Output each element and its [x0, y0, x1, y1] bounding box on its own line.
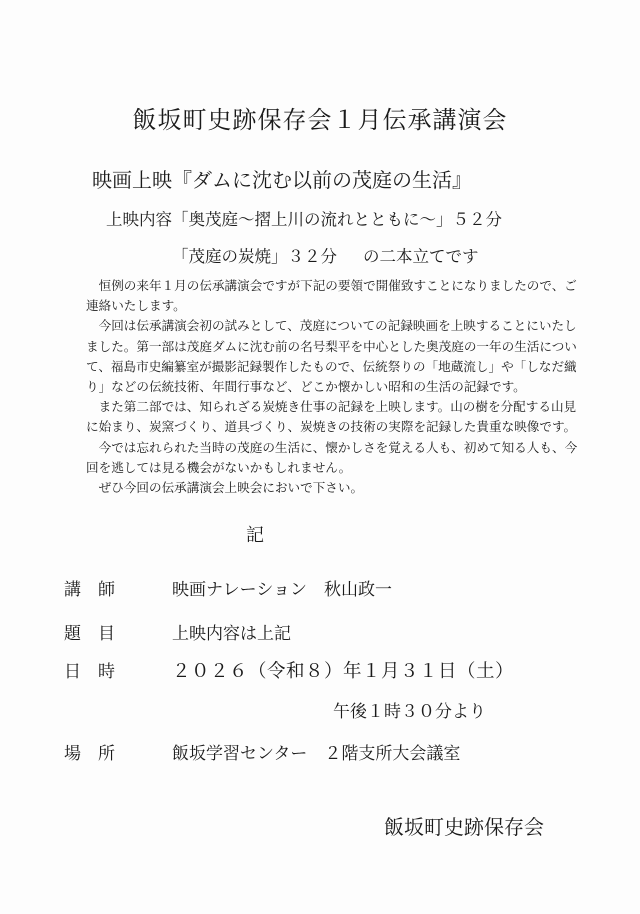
place-label: 場 所 [64, 744, 115, 764]
datetime-label: 日 時 [64, 662, 115, 682]
body-paragraph: 今回は伝承講演会初の試みとして、茂庭についての記録映画を上映することにいたしました。第一部は茂庭ダムに沈む前の名号梨平を中心とした奥茂庭の一年の生活について、福島市史編纂室が撮影記録製作したもので、伝統祭りの「地蔵流し」や「しなだ織り」などの伝統技術、年間行事など、どこか懐かしい昭和の生活の記録です。 [86, 318, 577, 395]
organizer-name: 飯坂町史跡保存会 [384, 815, 544, 839]
detail-row-topic [64, 619, 291, 644]
place-value: 飯坂学習センター ２階支所大会議室 [172, 744, 461, 764]
start-time: 午後１時３０分より [333, 702, 486, 722]
page-title: 飯坂町史跡保存会１月伝承講演会 [132, 106, 508, 134]
announcement-body [86, 276, 584, 498]
lecturer-label: 講 師 [64, 580, 115, 600]
topic-label: 題 目 [64, 624, 115, 644]
lecturer-value: 映画ナレーション 秋山政一 [172, 580, 392, 600]
notice-heading: 記 [246, 525, 264, 546]
body-paragraph: ぜひ今回の伝承講演会上映会においで下さい。 [98, 480, 364, 496]
screening-content-line: 上映内容「奥茂庭～摺上川の流れとともに～」５２分 [106, 210, 502, 229]
body-paragraph: 恒例の来年１月の伝承講演会ですが下記の要領で開催致すことになりましたので、ご連絡いたします。 [86, 278, 577, 314]
second-film-title: 「茂庭の炭焼」３２分 [172, 247, 337, 266]
screening-content-line-2 [172, 243, 479, 267]
body-paragraph: また第二部では、知られざる炭焼き仕事の記録を上映します。山の樹を分配する山見に始まり、炭窯づくり、道具づくり、炭焼きの技術の実際を記録した貴重な映像です。 [86, 399, 577, 435]
detail-row-place [64, 739, 461, 764]
datetime-value: ２０２６（令和８）年１月３１日（土） [172, 661, 515, 682]
detail-row-datetime [64, 657, 515, 682]
page-subtitle: 映画上映『ダムに沈む以前の茂庭の生活』 [92, 168, 472, 192]
detail-row-lecturer [64, 575, 392, 600]
body-paragraph: 今では忘れられた当時の茂庭の生活に、懐かしさを覚える人も、初めて知る人も、今回を逃しては見る機会がないかもしれません。 [86, 439, 578, 475]
double-feature-note: の二本立てです [363, 247, 479, 266]
topic-value: 上映内容は上記 [172, 624, 291, 644]
